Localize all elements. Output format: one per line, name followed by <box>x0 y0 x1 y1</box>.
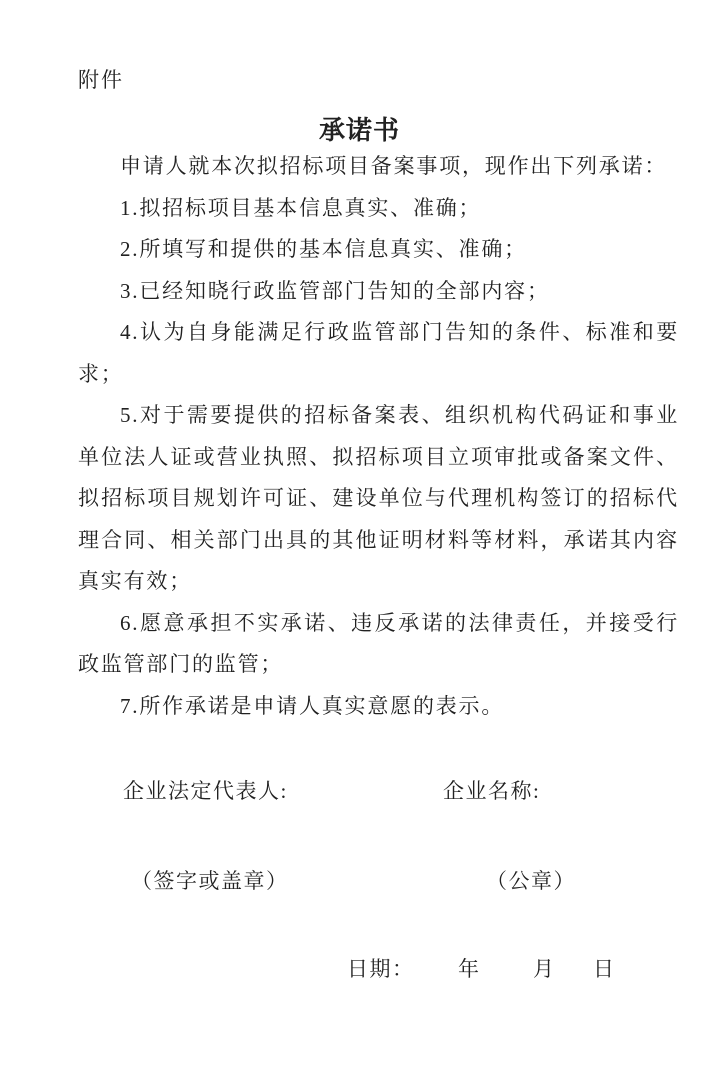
commitment-item-1: 1.拟招标项目基本信息真实、准确； <box>120 195 482 220</box>
document-body <box>78 146 679 727</box>
commitment-item-7: 7.所作承诺是申请人真实意愿的表示。 <box>120 693 505 718</box>
commitment-item-2: 2.所填写和提供的基本信息真实、准确； <box>120 237 527 261</box>
commitment-item-6: 6.愿意承担不实承诺、违反承诺的法律责任，并接受行政监管部门的监管； <box>78 610 679 676</box>
commitment-item-5: 5.对于需要提供的招标备案表、组织机构代码证和事业单位法人证或营业执照、拟招标项目立项审批或备案文件、拟招标项目规划许可证、建设单位与代理机构签订的招标代理合同、相关部门出具的其他证明材料等材料，承诺其内容真实有效； <box>78 403 679 593</box>
date-label: 日期： <box>347 957 415 981</box>
attachment-label: 附件 <box>78 68 124 92</box>
commitment-item-4: 4.认为自身能满足行政监管部门告知的条件、标准和要求； <box>78 320 679 386</box>
legal-representative-label: 企业法定代表人: <box>123 779 288 803</box>
commitment-item-3: 3.已经知晓行政监管部门告知的全部内容； <box>120 278 550 303</box>
official-seal-note: （公章） <box>486 869 576 893</box>
month-label: 月 <box>533 957 556 981</box>
intro-paragraph: 申请人就本次拟招标项目备案事项，现作出下列承诺： <box>120 154 668 178</box>
signature-or-seal-note: （签字或盖章） <box>131 869 289 893</box>
company-name-label: 企业名称: <box>443 779 541 803</box>
year-label: 年 <box>458 957 481 981</box>
document-title: 承诺书 <box>318 116 400 145</box>
day-label: 日 <box>593 957 616 981</box>
